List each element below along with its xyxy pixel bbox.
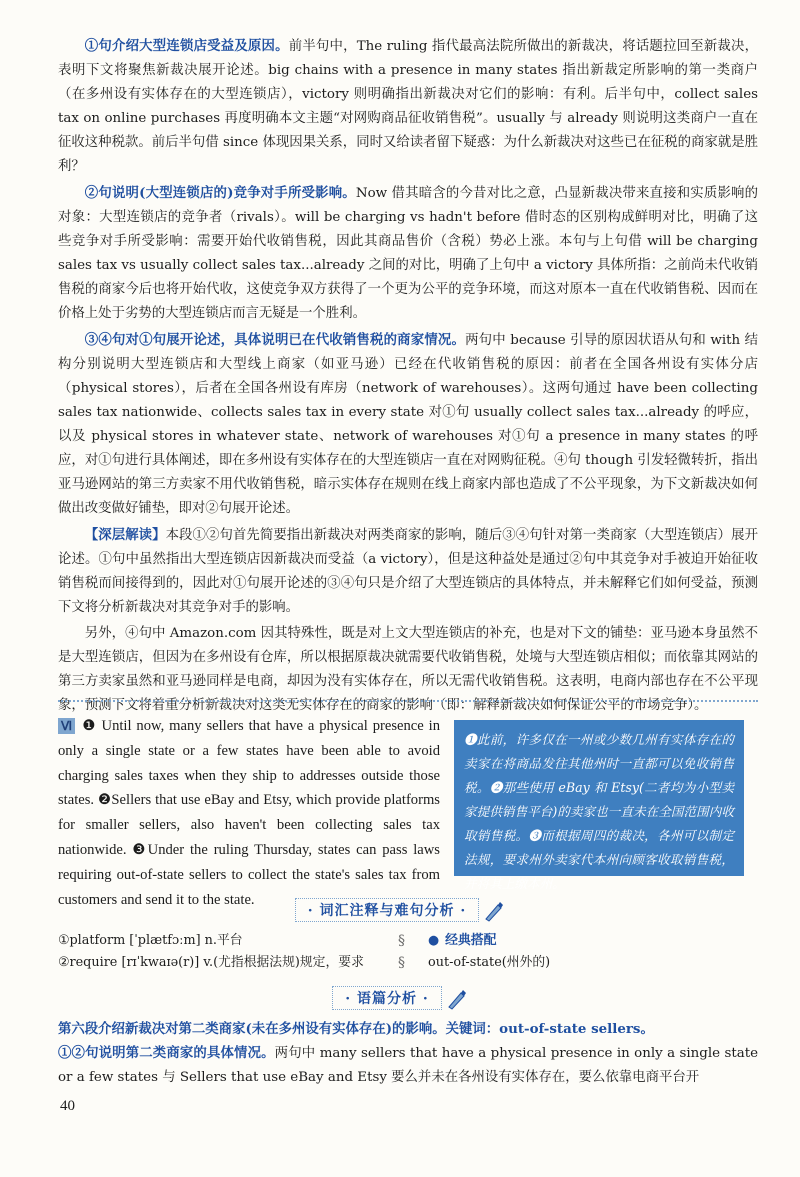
- section-tag: Ⅵ: [58, 718, 75, 734]
- paragraph-2: [58, 181, 758, 326]
- vocab-item-require: ②require [rɪˈkwaɪə(r)] v.(尤指根据法规)规定，要求: [58, 955, 364, 970]
- section-divider: [58, 700, 758, 702]
- paragraph-3-body: 两句中 because 引导的原因状语从句和 with 结构分别说明大型连锁店和大型线上商家（如亚马逊）已经在代收销售税的原因：前者在全国各州设有实体分店（physical stores），后者在全国各州设有库房（network of warehouses）。这两句通过 have been collecting sales tax nationwide、collects sales tax in every state 对①句 usually collect sales tax...already 的呼应，以及 physical stores in whatever state、network of warehouses 对①句 a presence in many states 的呼应，对①句进行具体阐述，即在多州设有实体存在的大型连锁店一直在对网购征税。④句 though 引发轻微转折，指出亚马逊网站的第三方卖家不用代收销售税，暗示实体存在规则在线上商家内部也造成了不公平现象，为下文新裁决如何做出改变做好铺垫，即对②句展开论述。: [58, 333, 758, 516]
- paragraph-3-lead: ③④句对①句展开论述，具体说明已在代收销售税的商家情况。: [84, 332, 466, 348]
- paragraph-2-lead: ②句说明(大型连锁店的)竞争对手所受影响。: [84, 185, 356, 201]
- paragraph-2-body: Now 借其暗含的今昔对比之意，凸显新裁决带来直接和实质影响的对象：大型连锁店的竞争者（rivals）。will be charging vs hadn't before 借时态的区别构成鲜明对比，明确了这些竞争对手所受影响：需要开始代收销售税，因此其商品售价（含税）势必上涨。本句与上句借 will be charging sales tax vs usually collect sales tax...already 之间的对比，明确了上句中 a victory 具体所指：之前尚未代收销售税的商家今后也将开始代收，这使竞争双方获得了一个更为公平的竞争环境，而这对原本一直在代收销售税、因而在价格上处于劣势的大型连锁店而言无疑是一个胜利。: [58, 186, 758, 321]
- pen-icon: [446, 988, 468, 1010]
- paragraph-4: [58, 523, 758, 620]
- vocab-header-label: · 词汇注释与难句分析 ·: [295, 898, 480, 922]
- analysis-line-2: [58, 1041, 758, 1090]
- paragraph-1: [58, 34, 758, 179]
- page-number: 40: [60, 1098, 75, 1114]
- paragraph-3: [58, 328, 758, 521]
- collocation-list: [428, 930, 550, 974]
- paragraph-5-body: 另外，④句中 Amazon.com 因其特殊性，既是对上文大型连锁店的补充，也是对下文的铺垫：亚马逊本身虽然不是大型连锁店，但因为在多州设有仓库，所以根据原裁决就需要代收销售税，处境与大型连锁店相似；而依靠其网站的第三方卖家虽然和亚马逊同样是电商，却因为没有实体存在，所以无需代收销售税。这表明，电商内部也存在不公平现象，预测下文将着重分析新裁决对这类无实体存在的商家的影响（即：解释新裁决如何保证公平的市场竞争）。: [58, 626, 758, 713]
- paragraph-5: [58, 622, 758, 718]
- vocab-notes: [58, 930, 758, 974]
- section-6-translation-box: [454, 720, 744, 891]
- collocation-item: out-of-state(州外的): [428, 955, 551, 970]
- vocab-header: [0, 898, 800, 922]
- analysis-header: [0, 986, 800, 1010]
- collocation-title: 经典搭配: [445, 933, 497, 948]
- section-6-passage: [58, 714, 758, 908]
- section-6-chinese-text: ❶此前，许多仅在一州或少数几州有实体存在的卖家在将商品发往其他州时一直都可以免收销售税。❷那些使用 eBay 和 Etsy(二者均为小型卖家提供销售平台)的卖家也一直未在全国范围内收取销售税。❸而根据周四的裁决，各州可以制定法规，要求州外卖家代本州向顾客收取销售税，并将其上缴本州。: [464, 732, 734, 891]
- analysis-body-2: 两句中 many sellers that have a physical presence in only a single state or a few states 与 Sellers that use eBay and Etsy 要么并未在各州设有实体存在，要么依靠电商平台开: [58, 1046, 759, 1085]
- paragraph-4-body: 本段①②句首先简要指出新裁决对两类商家的影响，随后③④句针对第一类商家（大型连锁店）展开论述。①句中虽然指出大型连锁店因新裁决而受益（a victory），但是这种益处是通过②句中其竞争对手被迫开始征收销售税而间接得到的，因此对①句展开论述的③④句只是介绍了大型连锁店的具体特点，并未解释它们如何受益，预测下文将分析新裁决对其竞争对手的影响。: [58, 528, 759, 615]
- vocab-divider: § §: [398, 933, 405, 971]
- analysis-header-label: · 语篇分析 ·: [332, 986, 442, 1010]
- vocab-item-platform: ①platform [ˈplætfɔːm] n.平台: [58, 933, 243, 948]
- analysis-line-1: 第六段介绍新裁决对第二类商家(未在多州设有实体存在)的影响。关键词：out-of-state sellers。: [58, 1021, 654, 1037]
- section-6-english-text: ❶ Until now, many sellers that have a physical presence in only a single state or a few states have been able to avoid charging sales taxes when they ship to addresses outside those states. ❷Sellers that use eBay and Etsy, which provide platforms for smaller sellers, also haven't been collecting sales tax nationwide. ❸Under the ruling Thursday, states can pass laws requiring out-of-state sellers to collect the state's sales tax from customers and send it to the state.: [58, 718, 440, 908]
- bullet-icon: ●: [428, 933, 440, 948]
- vocab-list: [58, 930, 388, 974]
- deep-reading-label: 【深层解读】: [84, 527, 166, 543]
- paragraph-1-body: 前半句中，The ruling 指代最高法院所做出的新裁决，将话题拉回至新裁决，表明下文将聚焦新裁决展开论述。big chains with a presence in many states 指出新裁定所影响的第一类商户（在多州设有实体存在的大型连锁店），victory 则明确指出新裁决对它们的影响：有利。后半句中，collect sales tax on online purchases 再度明确本文主题“对网购商品征收销售税”。usually 与 already 则说明这类商户一直在征收这种税款。前后半句借 since 体现因果关系，同时又给读者留下疑惑：为什么新裁决对这些已在征税的商家就是胜利？: [58, 39, 758, 174]
- analysis-text-block: [58, 34, 758, 720]
- analysis-lead-2: ①②句说明第二类商家的具体情况。: [58, 1045, 275, 1061]
- pen-icon: [483, 900, 505, 922]
- section-6-english: [58, 714, 440, 912]
- discourse-analysis: [58, 1017, 758, 1090]
- paragraph-1-lead: ①句介绍大型连锁店受益及原因。: [84, 38, 289, 54]
